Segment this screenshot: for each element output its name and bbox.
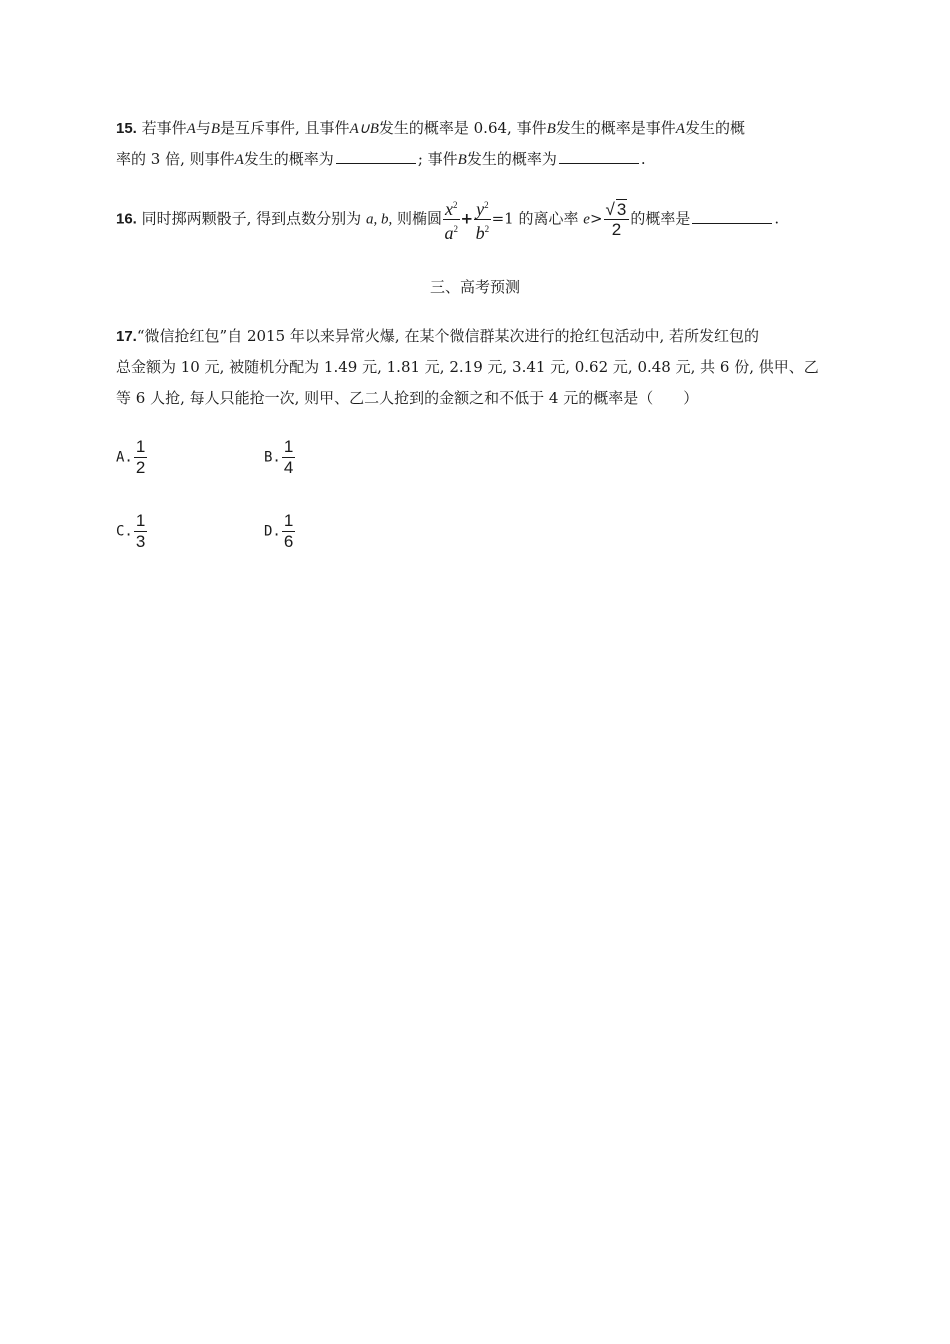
question-text: 发生的概率是 0.64, 事件 [378, 119, 547, 137]
question-15-line-1 [116, 117, 745, 138]
question-text: 发生的概率是事件 [555, 119, 676, 137]
math-variable: A [234, 152, 244, 168]
question-text: 总金额为 10 元, 被随机分配为 1.49 元, 1.81 元, 2.19 元, 3.41 元, 0.62 元, 0.48 元, 共 6 份, 供甲、乙 [116, 358, 819, 376]
question-number: 15. [116, 120, 137, 137]
option-d[interactable] [264, 511, 296, 552]
math-variables: a, b, [365, 211, 393, 228]
question-text: 是互斥事件, 且事件 [220, 119, 350, 137]
question-text: 发生的概 [684, 119, 745, 137]
question-text: . [774, 209, 780, 228]
question-text: 的概率是 [630, 209, 691, 228]
math-variable: B [457, 152, 467, 168]
option-label: B. [264, 449, 281, 466]
question-16 [116, 196, 779, 243]
question-number: 17. [116, 328, 137, 345]
question-17-line-1 [116, 325, 759, 346]
option-label: A. [116, 449, 133, 466]
question-text: 与 [195, 119, 211, 137]
math-variable: B [210, 121, 221, 137]
question-17-line-3 [116, 387, 698, 408]
question-text: 率的 3 倍, 则事件 [116, 150, 235, 168]
greater-than: > [589, 209, 603, 228]
option-label: D. [264, 523, 281, 540]
question-text: 发生的概率为 [243, 150, 334, 168]
question-text: ; 事件 [417, 150, 458, 168]
question-text: 同时掷两颗骰子, 得到点数分别为 [141, 209, 362, 228]
question-15-line-2 [116, 148, 646, 169]
option-fraction: $\frac{1}{6}$ [283, 511, 294, 551]
fraction-y-over-b: $\frac{y^2}{b^2}$ [474, 196, 491, 243]
option-fraction: $\frac{1}{4}$ [283, 437, 294, 477]
plus-sign: + [460, 209, 474, 228]
math-variable: A [186, 121, 196, 137]
question-text: 若事件 [141, 119, 187, 137]
option-a[interactable] [116, 437, 148, 478]
question-text: 则椭圆 [397, 209, 443, 228]
question-number: 16. [116, 210, 137, 228]
option-c[interactable] [116, 511, 148, 552]
math-variable: e [583, 211, 590, 228]
option-fraction: $\frac{1}{3}$ [135, 511, 146, 551]
answer-blank[interactable] [692, 209, 772, 224]
answer-blank[interactable] [559, 149, 639, 164]
option-fraction: $\frac{1}{2}$ [135, 437, 146, 477]
math-variable: B [546, 121, 556, 137]
question-text: . [640, 150, 646, 168]
question-17-line-2 [116, 356, 819, 377]
fraction-sqrt3-over-2: $\frac{√ 3}{2}$ [604, 200, 630, 239]
math-variable: A [675, 121, 685, 137]
answer-blank[interactable] [336, 149, 416, 164]
fraction-x-over-a: $\frac{x^2}{a^2}$ [443, 196, 460, 243]
option-label: C. [116, 523, 133, 540]
question-text: “微信抢红包”自 2015 年以来异常火爆, 在某个微信群某次进行的抢红包活动中, 若所发红包的 [136, 327, 759, 345]
equals-one: =1 [491, 209, 514, 228]
section-heading: 三、高考预测 [429, 278, 520, 296]
option-b[interactable] [264, 437, 296, 478]
question-text: 发生的概率为 [466, 150, 557, 168]
question-text: 等 6 人抢, 每人只能抢一次, 则甲、乙二人抢到的金额之和不低于 4 元的概率是（ ） [116, 389, 699, 407]
math-expression: A∪B [349, 121, 379, 137]
question-text: 的离心率 [518, 209, 579, 228]
